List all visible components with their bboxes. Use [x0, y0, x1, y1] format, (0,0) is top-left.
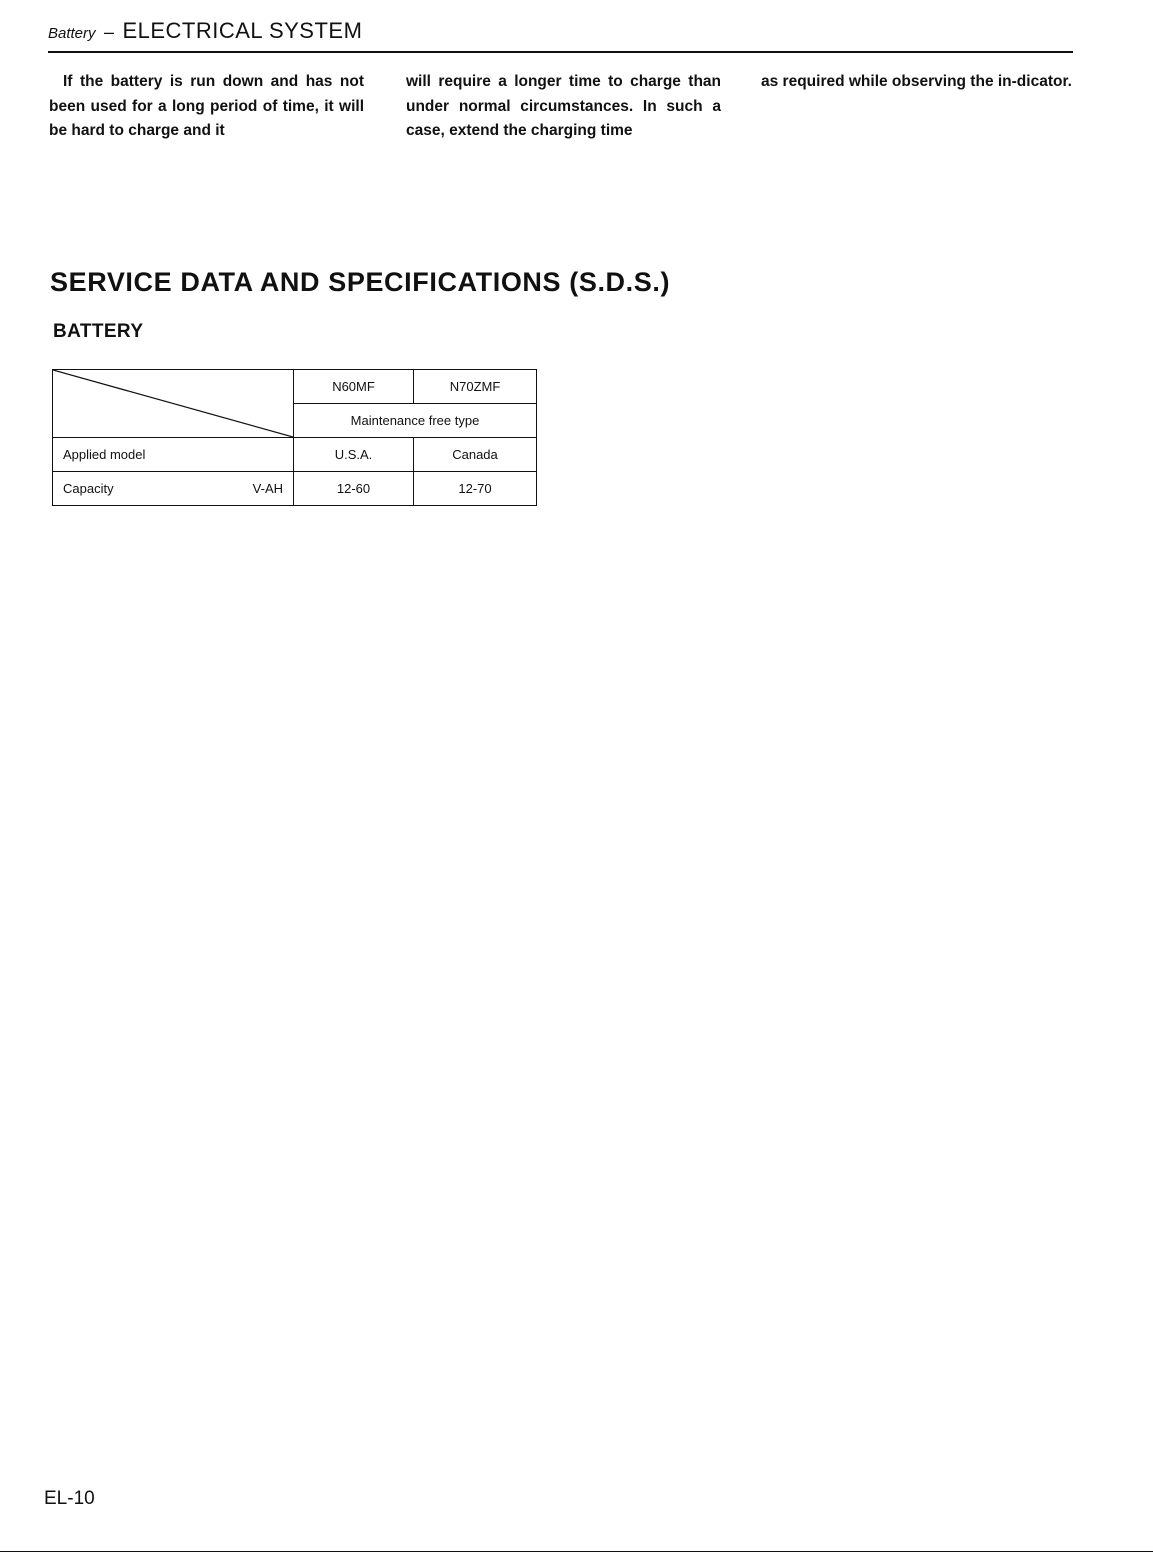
applied-model-value-usa: U.S.A. — [294, 438, 414, 472]
header-title: ELECTRICAL SYSTEM — [122, 18, 363, 43]
table-row — [53, 472, 537, 506]
page-number: EL-10 — [44, 1488, 95, 1509]
diagonal-divider — [53, 370, 293, 437]
table-row — [53, 370, 537, 404]
body-text-column-1: If the battery is run down and has not been used for a long period of time, it will be hard to charge and it — [49, 73, 364, 139]
capacity-label: Capacity — [63, 481, 114, 496]
battery-spec-table — [52, 369, 537, 506]
battery-type-cell: Maintenance free type — [294, 404, 537, 438]
battery-subheading: BATTERY — [53, 321, 144, 342]
body-text-column-3: as required while observing the in-dicator. — [761, 73, 1072, 90]
model-n60mf-header: N60MF — [294, 370, 414, 404]
capacity-value-n70zmf: 12-70 — [414, 472, 537, 506]
applied-model-value-canada: Canada — [414, 438, 537, 472]
header-rule — [48, 51, 1073, 53]
header-section-name: Battery — [48, 25, 96, 42]
capacity-unit: V-AH — [252, 481, 283, 496]
capacity-value-n60mf: 12-60 — [294, 472, 414, 506]
footer-rule — [0, 1551, 1153, 1552]
page-header — [48, 18, 362, 44]
sds-heading: SERVICE DATA AND SPECIFICATIONS (S.D.S.) — [50, 267, 671, 297]
model-n70zmf-header: N70ZMF — [414, 370, 537, 404]
header-separator: – — [103, 22, 114, 42]
body-text-column-2: will require a longer time to charge than under normal circumstances. In such a case, extend the charging time — [406, 73, 721, 139]
table-corner-cell — [53, 370, 294, 438]
table-row — [53, 438, 537, 472]
capacity-label-cell — [53, 472, 294, 506]
applied-model-label: Applied model — [53, 438, 294, 472]
